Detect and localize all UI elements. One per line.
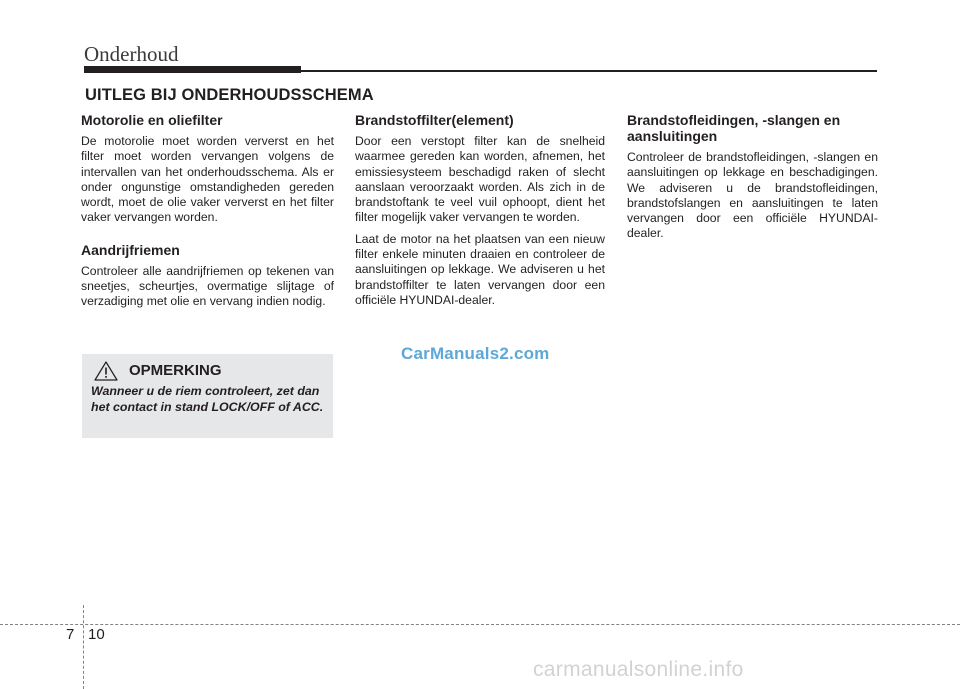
- column-3: [627, 112, 878, 248]
- paragraph-brandstoffilter-1: Door een verstopt filter kan de snelheid waarmee gereden kan worden, afnemen, het emissiesysteem beschadigd raken of slecht aanslaan veroorzaakt worden. Als zich in de brandstoftank te veel vuil ophoopt, dient het filter mogelijk vaker vervangen te worden.: [355, 134, 605, 225]
- header-bar-thin: [300, 70, 877, 72]
- heading-motorolie: Motorolie en oliefilter: [81, 112, 223, 128]
- section-title: UITLEG BIJ ONDERHOUDSSCHEMA: [85, 86, 374, 104]
- footer-vertical-divider: [83, 605, 84, 689]
- note-text: Wanneer u de riem controleert, zet dan het contact in stand LOCK/OFF of ACC.: [91, 384, 324, 414]
- paragraph-aandrijfriemen: Controleer alle aandrijfriemen op tekenen van sneetjes, scheurtjes, overmatige slijtage of verzadiging met olie en vervang indien nodig.: [81, 263, 334, 309]
- chapter-number: 7: [66, 626, 75, 643]
- page-header-title: Onderhoud: [84, 42, 179, 66]
- heading-brandstofleidingen: Brandstofleidingen, -slangen en aansluitingen: [627, 112, 841, 144]
- column-2: [355, 112, 605, 314]
- paragraph-brandstofleidingen: Controleer de brandstofleidingen, -slangen en aansluitingen op lekkage en beschadigingen. We adviseren u de brandstofleidingen, brandstofslangen en aansluitingen te laten vervangen door een officiële HYUNDAI-dealer.: [627, 150, 878, 241]
- paragraph-brandstoffilter-2: Laat de motor na het plaatsen van een nieuw filter enkele minuten draaien en controleer de aansluitingen op lekkage. We adviseren u het brandstoffilter te laten vervangen door een officiële HYUNDAI-dealer.: [355, 231, 605, 307]
- heading-aandrijfriemen: Aandrijfriemen: [81, 241, 180, 258]
- heading-brandstoffilter: Brandstoffilter(element): [355, 112, 514, 128]
- note-title: OPMERKING: [129, 362, 222, 379]
- header-bar-thick: [84, 66, 301, 73]
- site-watermark: carmanualsonline.info: [533, 658, 744, 681]
- footer-divider: [0, 624, 960, 625]
- page-number: 10: [88, 626, 105, 643]
- paragraph-motorolie: De motorolie moet worden ververst en het filter moet worden vervangen volgens de intervallen van het onderhoudsschema. Als er onder ongunstige omstandigheden gereden wordt, moet de olie vaker ververst en het filter vaker vervangen worden.: [81, 134, 334, 225]
- warning-triangle-icon: [94, 361, 118, 386]
- carmanuals-watermark: CarManuals2.com: [401, 344, 550, 363]
- note-box: [82, 354, 333, 438]
- column-1: [81, 112, 334, 316]
